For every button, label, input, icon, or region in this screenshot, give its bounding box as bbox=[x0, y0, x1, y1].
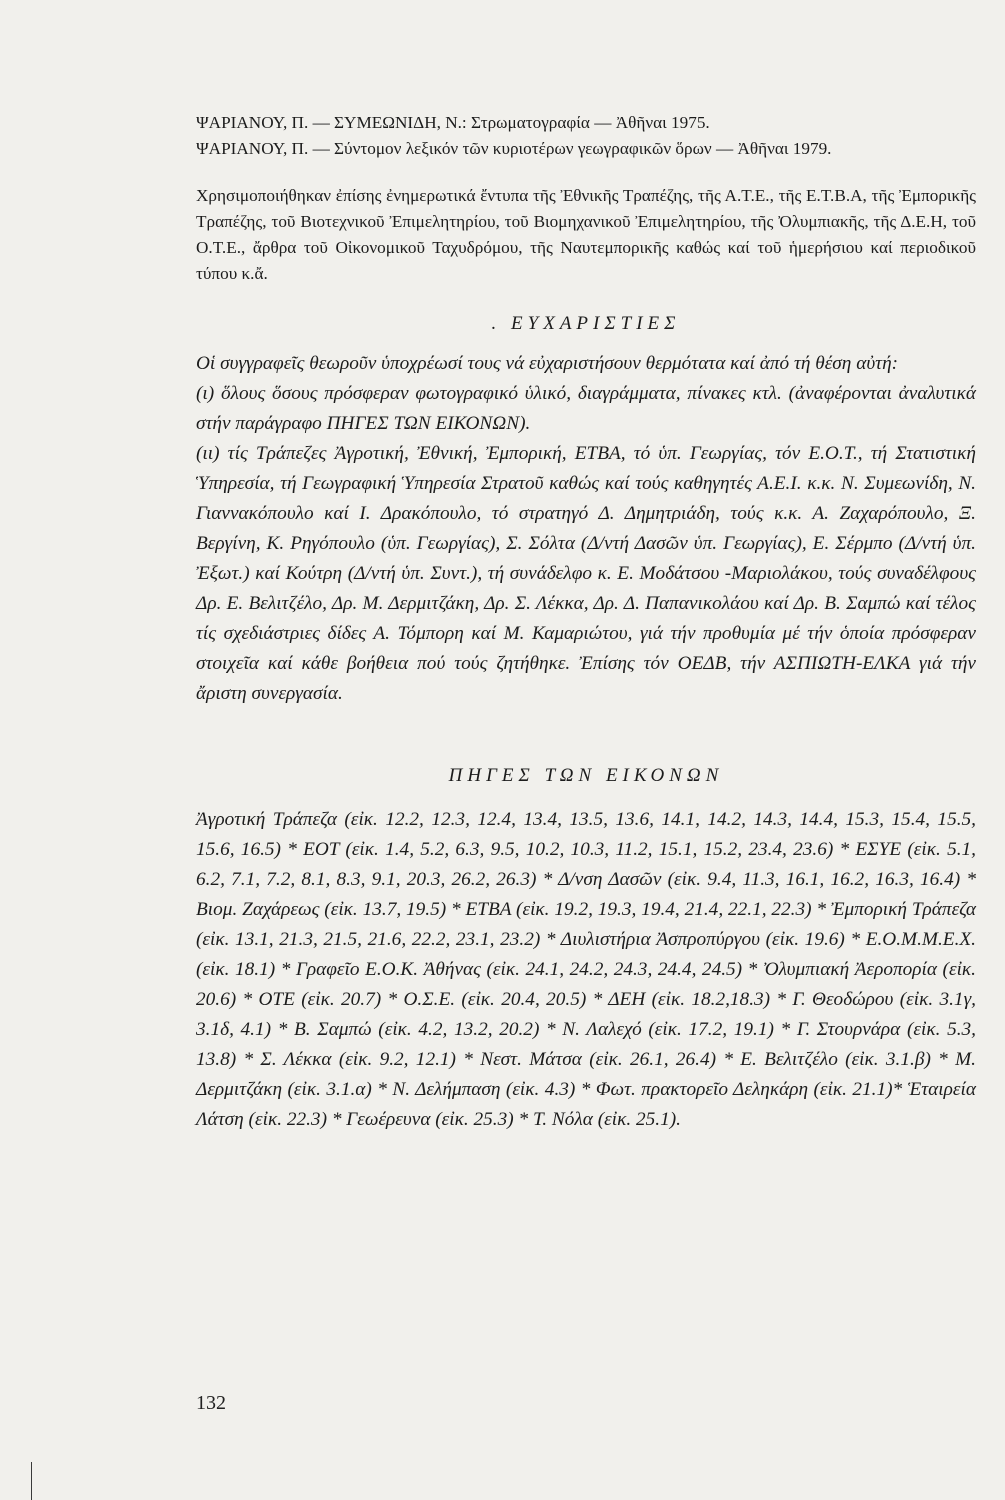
page-content bbox=[196, 110, 976, 1135]
acknowledgements-body bbox=[196, 349, 976, 709]
acknowledgements-paragraph: (ι) ὅλους ὅσους πρόσφεραν φωτογραφικό ὑλικό, διαγράμματα, πίνακες κτλ. (ἀναφέρονται ἀναλυτικά στήν παράγραφο ΠΗΓΕΣ ΤΩΝ ΕΙΚΟΝΩΝ). bbox=[196, 383, 976, 434]
acknowledgements-heading: . ΕΥΧΑΡΙΣΤΙΕΣ bbox=[491, 313, 681, 334]
reference-entry: ΨΑΡΙΑΝΟΥ, Π. — ΣΥΜΕΩΝΙΔΗ, Ν.: Στρωματογραφία — Ἀθῆναι 1975. bbox=[196, 113, 710, 132]
references-list bbox=[196, 110, 976, 162]
image-sources-heading: ΠΗΓΕΣ ΤΩΝ ΕΙΚΟΝΩΝ bbox=[448, 765, 724, 786]
image-sources-body bbox=[196, 805, 976, 1135]
acknowledgements-paragraph: (ιι) τίς Τράπεζες Ἀγροτική, Ἐθνική, Ἐμπορική, ΕΤΒΑ, τό ὑπ. Γεωργίας, τόν Ε.Ο.Τ., τή Στατιστική Ὑπηρεσία, τή Γεωγραφική Ὑπηρεσία Στρατοῦ καθώς καί τούς καθηγητές Α.Ε.Ι. κ.κ. Ν. Συμεωνίδη, Ν. Γιαννακόπουλο καί Ι. Δρακόπουλο, τό στρατηγό Δ. Δημητριάδη, τούς κ.κ. Α. Ζαχαρόπουλο, Ξ. Βεργίνη, Κ. Ρηγόπουλο (ὑπ. Γεωργίας), Σ. Σόλτα (Δ/ντή Δασῶν ὑπ. Γεωργίας), Ε. Σέρμπο (Δ/ντή ὑπ. Ἐξωτ.) καί Κούτρη (Δ/ντή ὑπ. Συντ.), τή συνάδελφο κ. Ε. Μοδάτσου -Μαριολάκου, τούς συναδέλφους Δρ. Ε. Βελιτζέλο, Δρ. Μ. Δερμιτζάκη, Δρ. Σ. Λέκκα, Δρ. Δ. Παπανικολάου καί Δρ. Β. Σαμπώ καί τέλος τίς σχεδιάστριες δίδες Α. Τόμπορη καί Μ. Καμαριώτου, γιά τήν προθυμία μέ τήν ὁποία πρόσφεραν στοιχεῖα καί κάθε βοήθεια πού τούς ζητήθηκε. Ἐπίσης τόν ΟΕΔΒ, τήν ΑΣΠΙΩΤΗ-ΕΛΚΑ γιά τήν ἄριστη συνεργασία. bbox=[196, 443, 976, 704]
page-number: 132 bbox=[196, 1392, 226, 1414]
sources-note: Χρησιμοποιήθηκαν ἐπίσης ἐνημερωτικά ἔντυπα τῆς Ἐθνικῆς Τραπέζης, τῆς Α.Τ.Ε., τῆς Ε.Τ.Β.Α, τῆς Ἐμπορικῆς Τραπέζης, τοῦ Βιοτεχνικοῦ Ἐπιμελητηρίου, τοῦ Βιομηχανικοῦ Ἐπιμελητηρίου, τῆς Ὀλυμπιακῆς, τῆς Δ.Ε.Η, τοῦ Ο.Τ.Ε., ἄρθρα τοῦ Οἰκονομικοῦ Ταχυδρόμου, τῆς Ναυτεμπορικῆς καθώς καί τοῦ ἡμερήσιου καί περιοδικοῦ τύπου κ.ἄ. bbox=[196, 186, 976, 283]
image-sources-text: Ἀγροτική Τράπεζα (εἰκ. 12.2, 12.3, 12.4, 13.4, 13.5, 13.6, 14.1, 14.2, 14.3, 14.4, 15.3, 15.4, 15.5, 15.6, 16.5) * ΕΟΤ (εἰκ. 1.4, 5.2, 6.3, 9.5, 10.2, 10.3, 11.2, 15.1, 15.2, 23.4, 23.6) * ΕΣΥΕ (εἰκ. 5.1, 6.2, 7.1, 7.2, 8.1, 8.3, 9.1, 20.3, 26.2, 26.3) * Δ/νση Δασῶν (εἰκ. 9.4, 11.3, 16.1, 16.2, 16.3, 16.4) * Βιομ. Ζαχάρεως (εἰκ. 13.7, 19.5) * ΕΤΒΑ (εἰκ. 19.2, 19.3, 19.4, 21.4, 22.1, 22.3) * Ἐμπορική Τράπεζα (εἰκ. 13.1, 21.3, 21.5, 21.6, 22.2, 23.1, 23.2) * Διυλιστήρια Ἀσπροπύργου (εἰκ. 19.6) * Ε.Ο.Μ.Μ.Ε.Χ. (εἰκ. 18.1) * Γραφεῖο Ε.Ο.Κ. Ἀθήνας (εἰκ. 24.1, 24.2, 24.3, 24.4, 24.5) * Ὀλυμπιακή Ἀεροπορία (εἰκ. 20.6) * ΟΤΕ (εἰκ. 20.7) * Ο.Σ.Ε. (εἰκ. 20.4, 20.5) * ΔΕΗ (εἰκ. 18.2,18.3) * Γ. Θεοδώρου (εἰκ. 3.1γ, 3.1δ, 4.1) * Β. Σαμπώ (εἰκ. 4.2, 13.2, 20.2) * Ν. Λαλεχό (εἰκ. 17.2, 19.1) * Γ. Στουρνάρα (εἰκ. 5.3, 13.8) * Σ. Λέκκα (εἰκ. 9.2, 12.1) * Νεστ. Μάτσα (εἰκ. 26.1, 26.4) * Ε. Βελιτζέλο (εἰκ. 3.1.β) * Μ. Δερμιτζάκη (εἰκ. 3.1.α) * Ν. Δελήμπαση (εἰκ. 4.3) * Φωτ. πρακτορεῖο Δεληκάρη (εἰκ. 21.1)* Ἑταιρεία Λάτση (εἰκ. 22.3) * Γεωέρευνα (εἰκ. 25.3) * Τ. Νόλα (εἰκ. 25.1). bbox=[196, 809, 976, 1130]
binding-edge-mark bbox=[31, 1462, 32, 1500]
reference-entry: ΨΑΡΙΑΝΟΥ, Π. — Σύντομον λεξικόν τῶν κυριοτέρων γεωγραφικῶν ὅρων — Ἀθῆναι 1979. bbox=[196, 139, 832, 158]
acknowledgements-paragraph: Οἱ συγγραφεῖς θεωροῦν ὑποχρέωσί τους νά εὐχαριστήσουν θερμότατα καί ἀπό τή θέση αὐτή: bbox=[196, 353, 899, 374]
